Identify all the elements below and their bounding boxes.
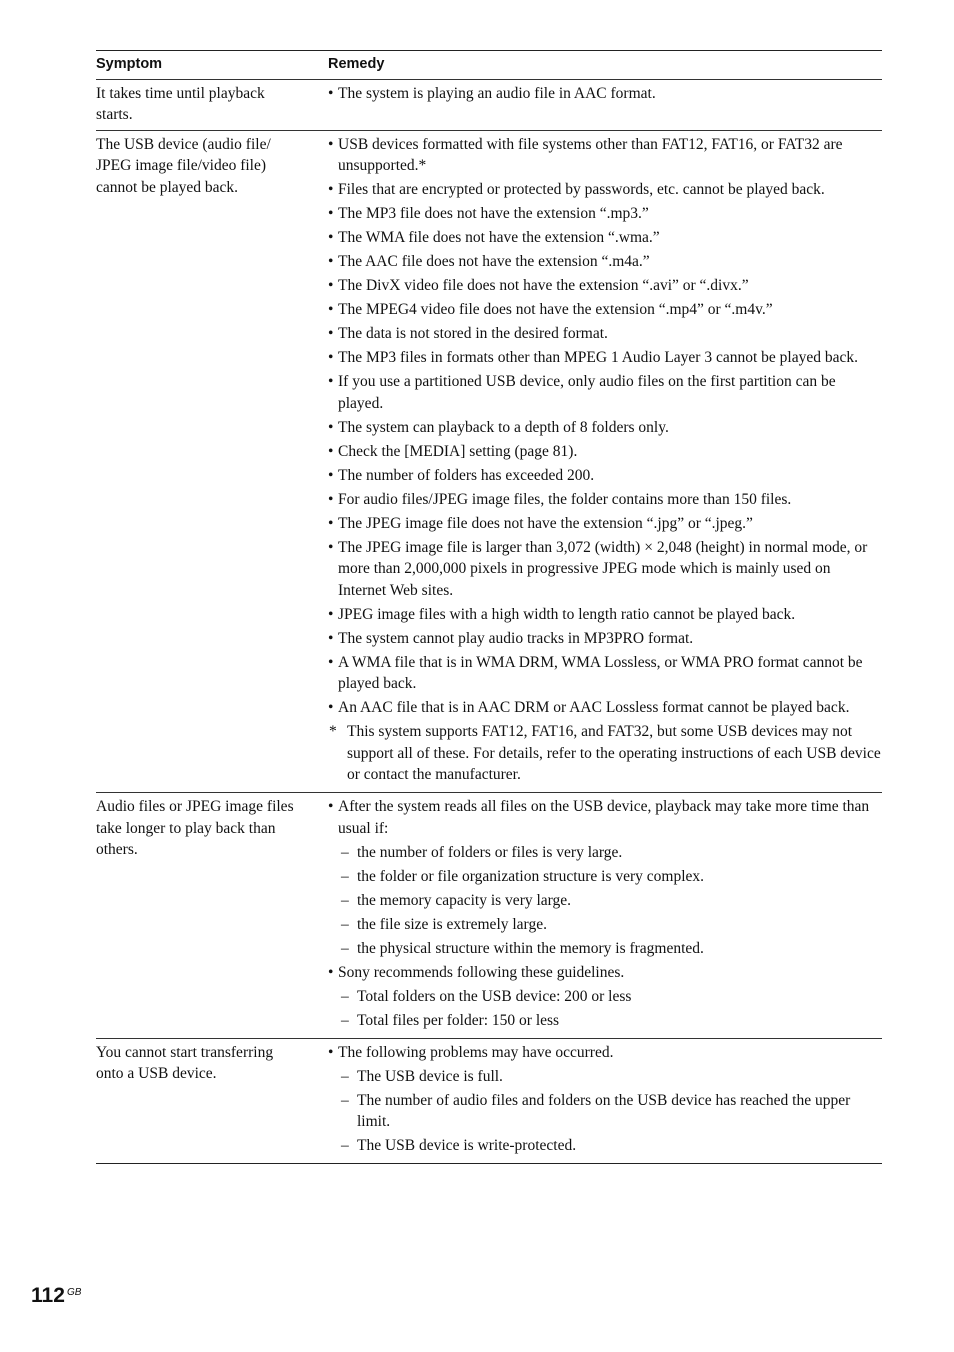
table-header-row xyxy=(96,51,882,80)
symptom-cell xyxy=(96,130,328,793)
table-row xyxy=(96,79,882,130)
remedy-bullet-item: • If you use a partitioned USB device, only audio files on the first partition can be played. xyxy=(328,371,882,414)
table-row xyxy=(96,130,882,793)
remedy-bullet-item: • The system is playing an audio file in AAC format. xyxy=(328,83,882,105)
remedy-bullet-item: • The following problems may have occurred. xyxy=(328,1042,882,1064)
symptom-text-line: It takes time until playback xyxy=(96,84,265,102)
remedy-sub-item: – The USB device is write-protected. xyxy=(328,1135,882,1157)
remedy-sub-item: – Total files per folder: 150 or less xyxy=(328,1010,882,1032)
remedy-bullet-item: • The system can playback to a depth of 8 folders only. xyxy=(328,417,882,439)
symptom-text-line: The USB device (audio file/ xyxy=(96,135,271,153)
remedy-bullet-item: • Files that are encrypted or protected by passwords, etc. cannot be played back. xyxy=(328,179,882,201)
remedy-bullet-item: • The WMA file does not have the extension “.wma.” xyxy=(328,227,882,249)
remedy-bullet-item: • USB devices formatted with file systems other than FAT12, FAT16, or FAT32 are unsupported.* xyxy=(328,134,882,177)
symptom-text-line: onto a USB device. xyxy=(96,1065,217,1082)
remedy-bullet-item: • The MP3 files in formats other than MPEG 1 Audio Layer 3 cannot be played back. xyxy=(328,347,882,369)
remedy-list xyxy=(328,1042,882,1157)
page-region-suffix: GB xyxy=(67,1287,82,1298)
remedy-sub-item: – The number of audio files and folders on the USB device has reached the upper limit. xyxy=(328,1090,882,1133)
symptom-text-line: JPEG image file/video file) xyxy=(96,157,267,174)
remedy-cell xyxy=(328,130,882,793)
remedy-sub-item: – Total folders on the USB device: 200 or less xyxy=(328,986,882,1008)
remedy-sub-item: – The USB device is full. xyxy=(328,1066,882,1088)
symptom-cell xyxy=(96,793,328,1039)
remedy-bullet-item: • The system cannot play audio tracks in MP3PRO format. xyxy=(328,628,882,650)
troubleshooting-table xyxy=(96,50,882,1164)
symptom-text-line: others. xyxy=(96,841,138,858)
remedy-cell xyxy=(328,793,882,1039)
remedy-bullet-item: • A WMA file that is in WMA DRM, WMA Lossless, or WMA PRO format cannot be played back. xyxy=(328,652,882,695)
symptom-cell xyxy=(96,1038,328,1164)
remedy-bullet-item: • JPEG image files with a high width to length ratio cannot be played back. xyxy=(328,604,882,626)
symptom-text-line: starts. xyxy=(96,106,133,123)
remedy-sub-item: – the memory capacity is very large. xyxy=(328,890,882,912)
remedy-bullet-item: • For audio files/JPEG image files, the folder contains more than 150 files. xyxy=(328,489,882,511)
table-row xyxy=(96,793,882,1039)
remedy-bullet-item: • The AAC file does not have the extension “.m4a.” xyxy=(328,251,882,273)
remedy-sub-item: – the physical structure within the memory is fragmented. xyxy=(328,938,882,960)
remedy-sub-item: – the folder or file organization structure is very complex. xyxy=(328,866,882,888)
symptom-cell xyxy=(96,79,328,130)
symptom-text-line: cannot be played back. xyxy=(96,178,239,196)
remedy-list xyxy=(328,796,882,1031)
page-number: 112 xyxy=(31,1284,65,1307)
remedy-bullet-item: • The number of folders has exceeded 200. xyxy=(328,465,882,487)
remedy-bullet-item: • After the system reads all files on the USB device, playback may take more time than usual if: xyxy=(328,796,882,839)
remedy-list xyxy=(328,134,882,786)
symptom-text-line: You cannot start transferring xyxy=(96,1043,274,1061)
remedy-bullet-item: • The MPEG4 video file does not have the extension “.mp4” or “.m4v.” xyxy=(328,299,882,321)
remedy-bullet-item: • The MP3 file does not have the extension “.mp3.” xyxy=(328,203,882,225)
remedy-sub-item: – the file size is extremely large. xyxy=(328,914,882,936)
remedy-bullet-item: • The JPEG image file does not have the extension “.jpg” or “.jpeg.” xyxy=(328,513,882,535)
remedy-bullet-item: • The data is not stored in the desired format. xyxy=(328,323,882,345)
symptom-text-line: take longer to play back than xyxy=(96,819,276,837)
table-row xyxy=(96,1038,882,1164)
remedy-column-header: Remedy xyxy=(328,51,882,80)
table-body xyxy=(96,79,882,1164)
remedy-cell xyxy=(328,79,882,130)
remedy-cell xyxy=(328,1038,882,1164)
symptom-text-line: Audio files or JPEG image files xyxy=(96,798,294,815)
remedy-list xyxy=(328,83,882,105)
remedy-footnote: * This system supports FAT12, FAT16, and FAT32, but some USB devices may not support all of these. For details, refer to the operating instructions of each USB device or contact the manufacturer. xyxy=(328,721,882,786)
remedy-bullet-item: • Check the [MEDIA] setting (page 81). xyxy=(328,441,882,463)
remedy-sub-item: – the number of folders or files is very large. xyxy=(328,842,882,864)
symptom-column-header: Symptom xyxy=(96,51,328,80)
remedy-bullet-item: • The JPEG image file is larger than 3,072 (width) × 2,048 (height) in normal mode, or more than 2,000,000 pixels in progressive JPEG mode which is mainly used on Internet Web sites. xyxy=(328,537,882,602)
remedy-bullet-item: • An AAC file that is in AAC DRM or AAC Lossless format cannot be played back. xyxy=(328,697,882,719)
remedy-bullet-item: • The DivX video file does not have the extension “.avi” or “.divx.” xyxy=(328,275,882,297)
remedy-bullet-item: • Sony recommends following these guidelines. xyxy=(328,962,882,984)
